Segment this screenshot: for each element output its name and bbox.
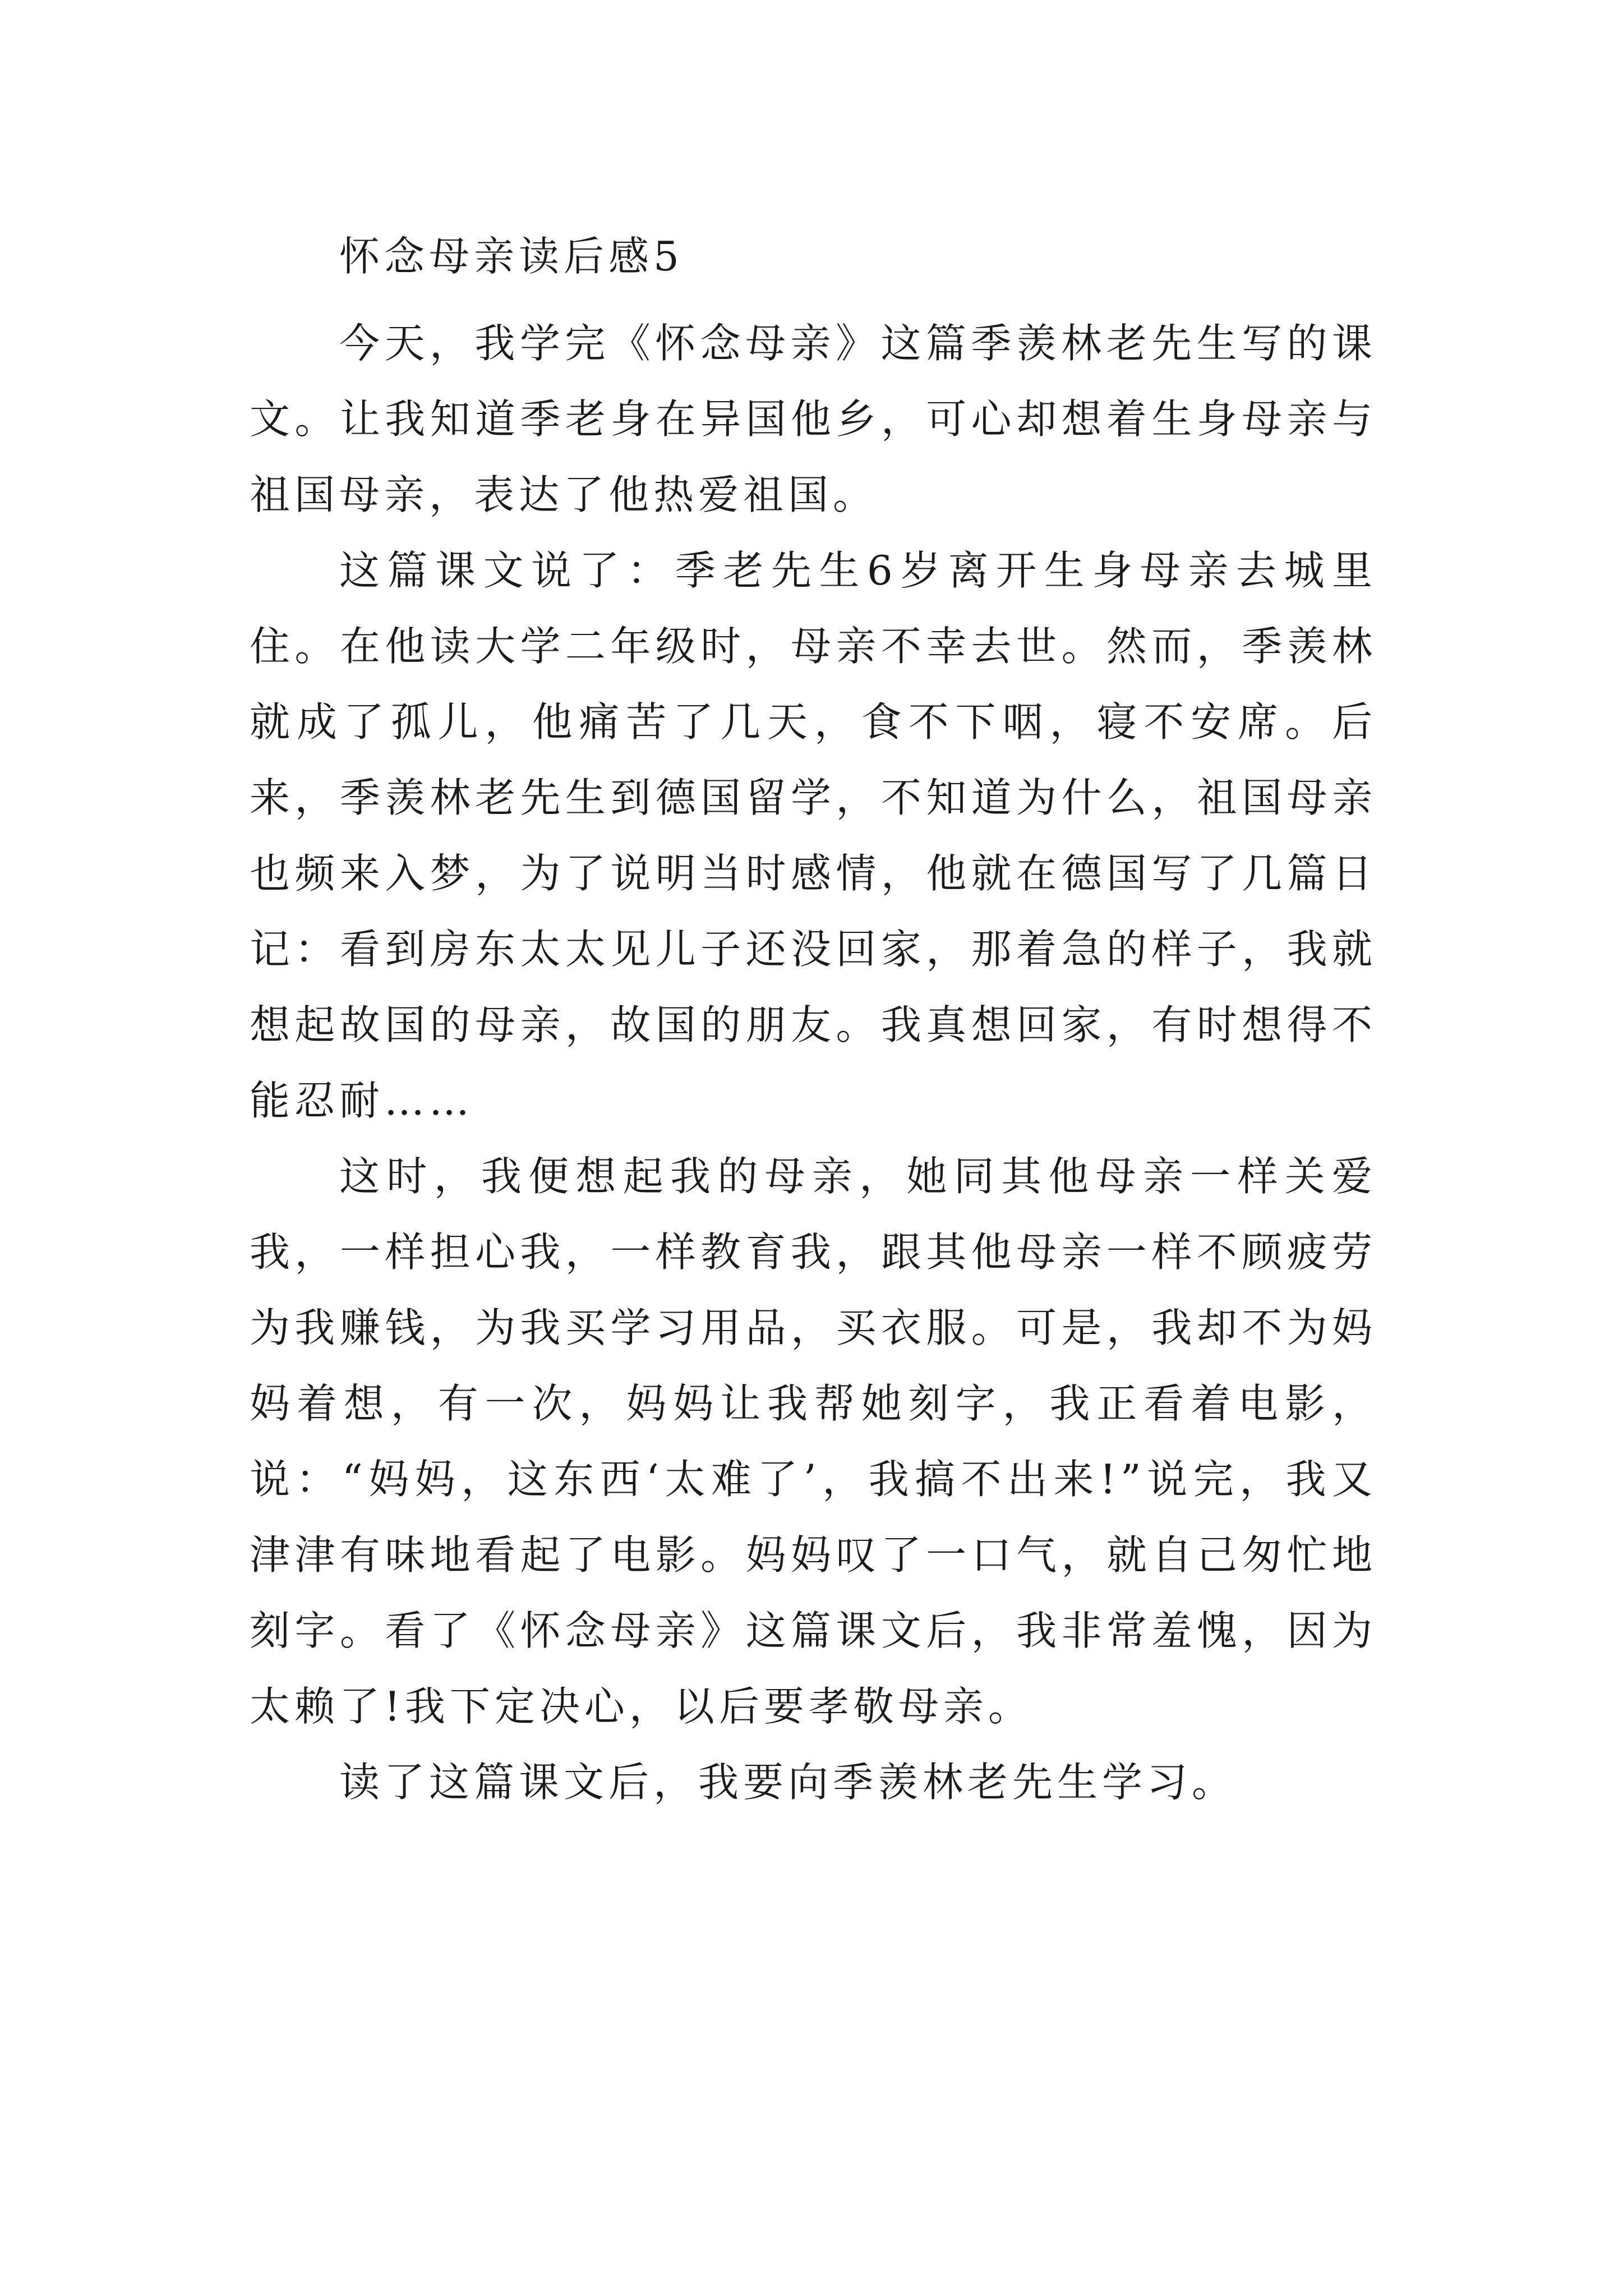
- paragraph-3: 这时，我便想起我的母亲，她同其他母亲一样关爱我，一样担心我，一样教育我，跟其他母亲一样不顾疲劳为我赚钱，为我买学习用品，买衣服。可是，我却不为妈妈着想，有一次，妈妈让我帮她刻字，我正看着电影，说：“妈妈，这东西‘太难了’，我搞不出来!”说完，我又津津有味地看起了电影。妈妈叹了一口气，就自己匆忙地刻字。看了《怀念母亲》这篇课文后，我非常羞愧，因为太赖了!我下定决心，以后要孝敬母亲。: [250, 1153, 1377, 1730]
- paragraph-1: 今天，我学完《怀念母亲》这篇季羡林老先生写的课文。让我知道季老身在异国他乡，可心却想着生身母亲与祖国母亲，表达了他热爱祖国。: [250, 320, 1377, 518]
- paragraph-4: 读了这篇课文后，我要向季羡林老先生学习。: [339, 1759, 1237, 1806]
- document-body: [250, 219, 1377, 1820]
- document-title: 怀念母亲读后感5: [339, 233, 684, 280]
- paragraph-2: 这篇课文说了：季老先生6岁离开生身母亲去城里住。在他读大学二年级时，母亲不幸去世。然而，季羡林就成了孤儿，他痛苦了几天，食不下咽，寝不安席。后来，季羡林老先生到德国留学，不知道为什么，祖国母亲也频来入梦，为了说明当时感情，他就在德国写了几篇日记：看到房东太太见儿子还没回家，那着急的样子，我就想起故国的母亲，故国的朋友。我真想回家，有时想得不能忍耐……: [250, 547, 1377, 1124]
